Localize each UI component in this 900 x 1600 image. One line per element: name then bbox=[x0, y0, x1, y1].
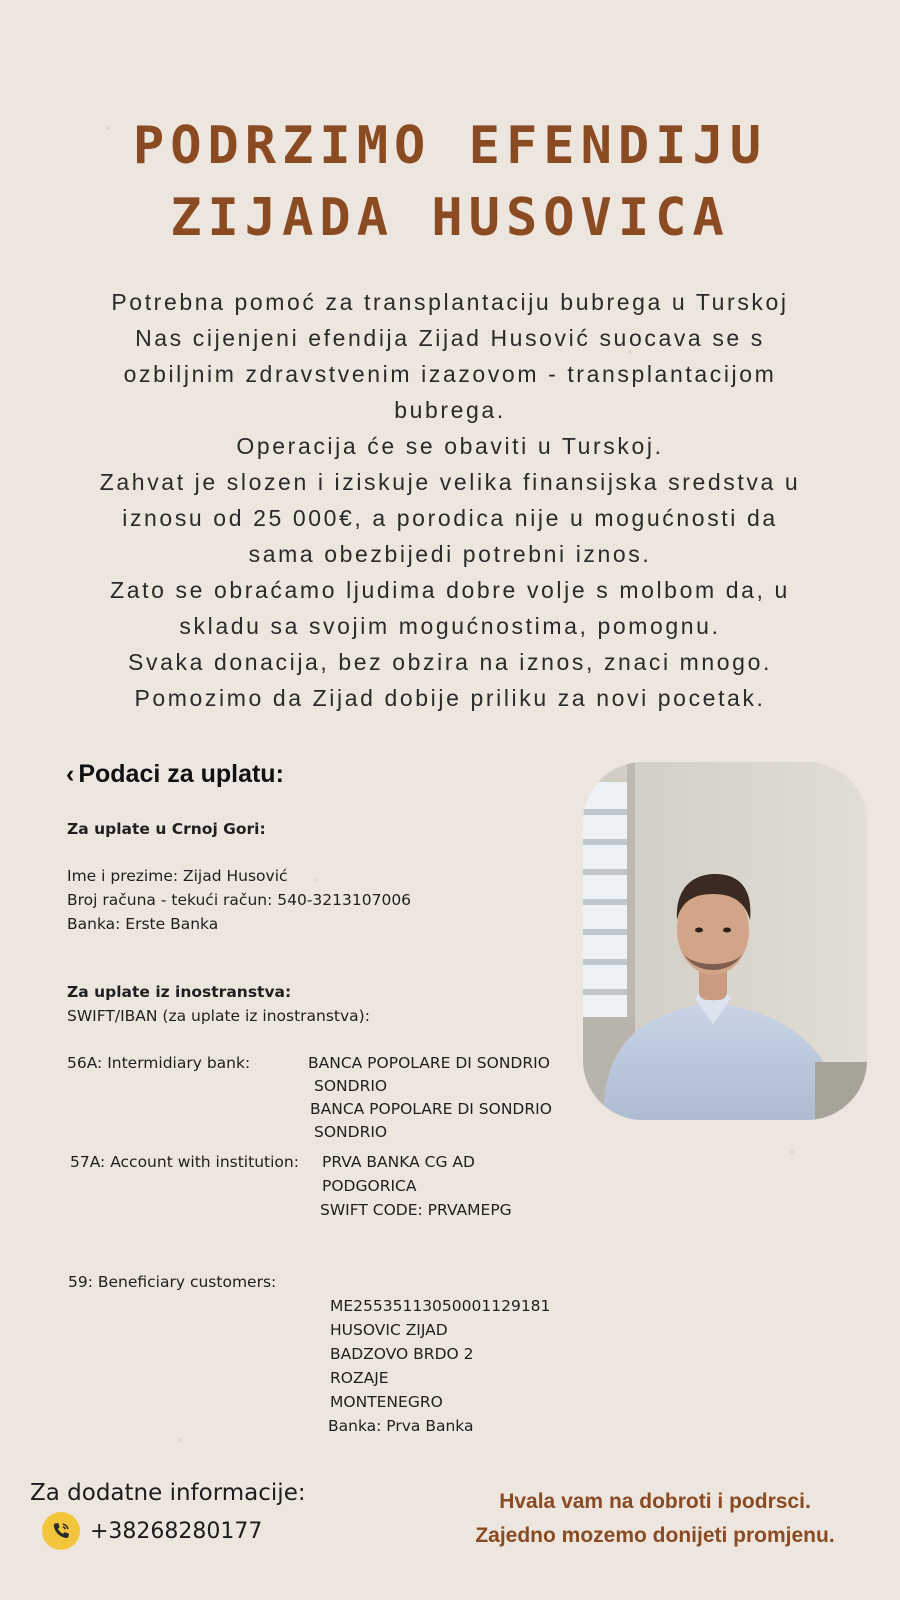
title-line-2: ZIJADA HUSOVICA bbox=[170, 188, 730, 248]
field-56a-value: SONDRIO bbox=[314, 1123, 388, 1141]
domestic-bank: Banka: Erste Banka bbox=[67, 915, 219, 933]
thanks-line-1: Hvala vam na dobroti i podrsci. bbox=[499, 1490, 811, 1513]
payment-heading bbox=[66, 760, 284, 789]
field-57a-value: PODGORICA bbox=[322, 1177, 417, 1195]
intro-line: sama obezbijedi potrebni iznos. bbox=[248, 541, 652, 567]
intro-line: bubrega. bbox=[394, 397, 506, 423]
intro-line: Potrebna pomoć za transplantaciju bubrega u Turskoj bbox=[111, 289, 789, 315]
title-line-1: PODRZIMO EFENDIJU bbox=[132, 116, 768, 176]
field-59-value: BADZOVO BRDO 2 bbox=[330, 1345, 474, 1363]
foreign-heading: Za uplate iz inostranstva: bbox=[67, 983, 292, 1001]
field-59-value: ROZAJE bbox=[330, 1369, 389, 1387]
portrait-photo bbox=[583, 762, 867, 1120]
intro-line: Zahvat je slozen i iziskuje velika finansijska sredstva u bbox=[99, 469, 801, 495]
domestic-heading: Za uplate u Crnoj Gori: bbox=[67, 820, 266, 838]
field-56a-value: BANCA POPOLARE DI SONDRIO bbox=[308, 1054, 550, 1072]
intro-line: Zato se obraćamo ljudima dobre volje s molbom da, u bbox=[110, 577, 790, 603]
foreign-subheading: SWIFT/IBAN (za uplate iz inostranstva): bbox=[67, 1007, 370, 1025]
intro-line: Nas cijenjeni efendija Zijad Husović suocava se s bbox=[135, 325, 765, 351]
field-56a-value: BANCA POPOLARE DI SONDRIO bbox=[310, 1100, 552, 1118]
intro-line: iznosu od 25 000€, a porodica nije u mogućnosti da bbox=[122, 505, 778, 531]
chevron-left-icon: ‹ bbox=[66, 760, 75, 788]
field-59-value: MONTENEGRO bbox=[330, 1393, 443, 1411]
domestic-account: Broj računa - tekući račun: 540-3213107006 bbox=[67, 891, 412, 909]
domestic-name: Ime i prezime: Zijad Husović bbox=[67, 867, 288, 885]
phone-contact[interactable] bbox=[42, 1512, 262, 1550]
intro-line: Operacija će se obaviti u Turskoj. bbox=[236, 433, 664, 459]
field-59-value: HUSOVIC ZIJAD bbox=[330, 1321, 448, 1339]
thanks-line-2: Zajedno mozemo donijeti promjenu. bbox=[475, 1524, 835, 1547]
intro-text bbox=[30, 284, 870, 716]
phone-number[interactable]: +38268280177 bbox=[90, 1518, 263, 1544]
field-57a-label: 57A: Account with institution: bbox=[70, 1153, 299, 1171]
field-56a-label: 56A: Intermidiary bank: bbox=[67, 1054, 251, 1072]
page-title bbox=[0, 110, 900, 254]
intro-line: Svaka donacija, bez obzira na iznos, znaci mnogo. bbox=[128, 649, 772, 675]
field-57a-value: SWIFT CODE: PRVAMEPG bbox=[320, 1201, 512, 1219]
field-57a-value: PRVA BANKA CG AD bbox=[322, 1153, 475, 1171]
field-59-value: ME25535113050001129181 bbox=[330, 1297, 551, 1315]
field-59-value: Banka: Prva Banka bbox=[328, 1417, 474, 1435]
phone-icon bbox=[42, 1512, 80, 1550]
intro-line: skladu sa svojim mogućnostima, pomognu. bbox=[179, 613, 721, 639]
intro-line: ozbiljnim zdravstvenim izazovom - transplantacijom bbox=[123, 361, 777, 387]
field-56a-value: SONDRIO bbox=[314, 1077, 388, 1095]
contact-label: Za dodatne informacije: bbox=[30, 1480, 306, 1506]
thanks-message bbox=[445, 1485, 865, 1553]
intro-line: Pomozimo da Zijad dobije priliku za novi pocetak. bbox=[134, 685, 766, 711]
payment-heading-label: Podaci za uplatu: bbox=[78, 760, 284, 788]
field-59-label: 59: Beneficiary customers: bbox=[68, 1273, 277, 1291]
